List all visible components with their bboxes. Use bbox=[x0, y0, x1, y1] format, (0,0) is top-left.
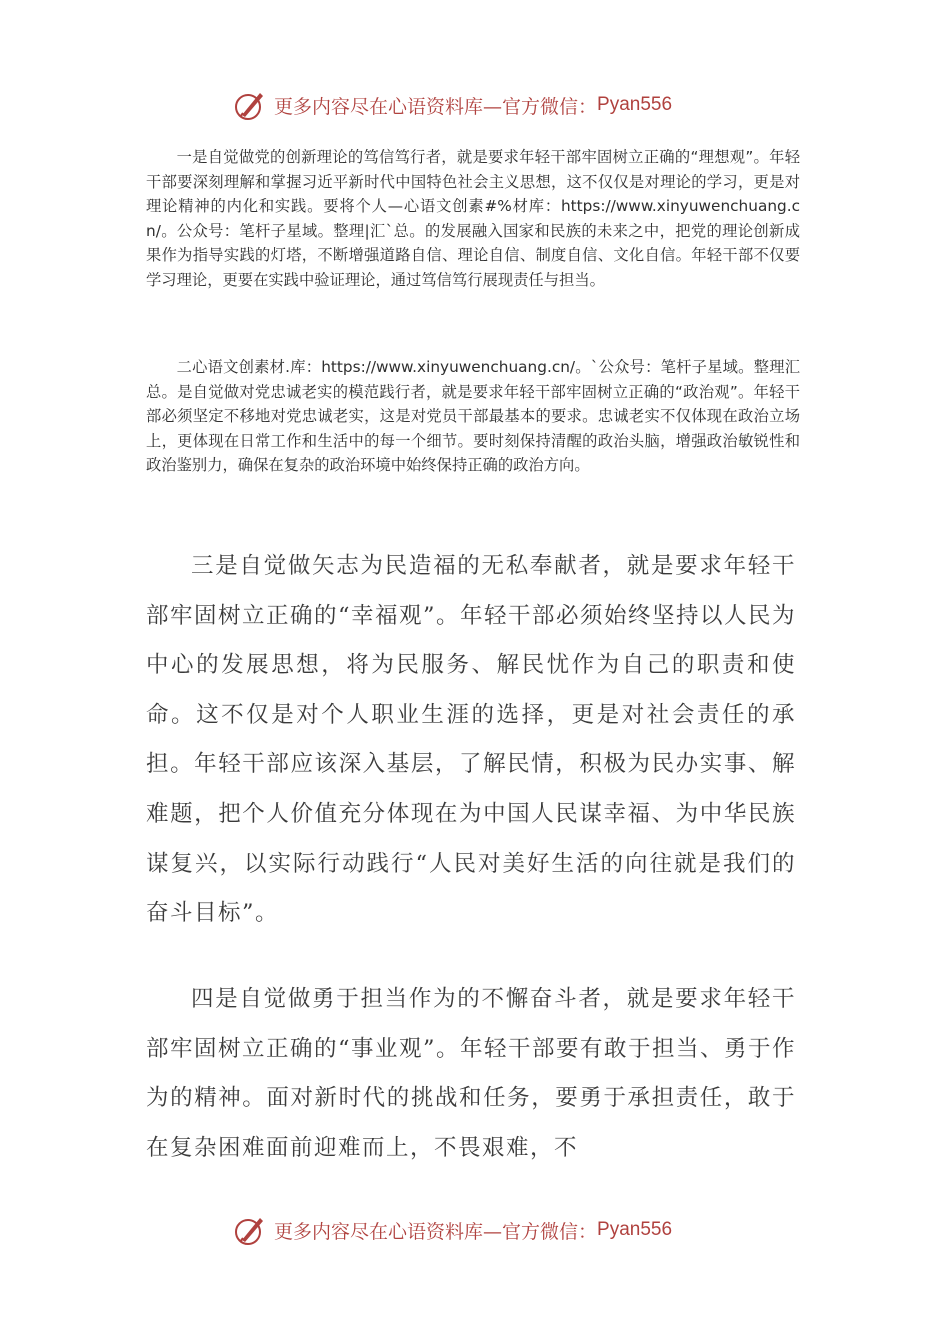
footer-banner bbox=[232, 1210, 672, 1250]
banner-text: 更多内容尽在心语资料库—官方微信： bbox=[274, 95, 598, 118]
wechat-id: Pyan556 bbox=[597, 94, 673, 115]
header-banner bbox=[232, 85, 672, 125]
quill-logo-icon bbox=[232, 87, 268, 123]
paragraph-1: 一是自觉做党的创新理论的笃信笃行者，就是要求年轻干部牢固树立正确的“理想观”。年轻干部要深刻理解和掌握习近平新时代中国特色社会主义思想，这不仅仅是对理论的学习，更是对理论精神的内化和实践。要将个人—心语文创素#%材库：https://www.xinyuwenchuang.cn/。公众号：笔杆子星域。整理|汇`总。的发展融入国家和民族的未来之中，把党的理论创新成果作为指导实践的灯塔，不断增强道路自信、理论自信、制度自信、文化自信。年轻干部不仅要学习理论，更要在实践中验证理论，通过笃信笃行展现责任与担当。 bbox=[146, 148, 800, 289]
paragraph-3: 三是自觉做矢志为民造福的无私奉献者，就是要求年轻干部牢固树立正确的“幸福观”。年轻干部必须始终坚持以人民为中心的发展思想，将为民服务、解民忧作为自己的职责和使命。这不仅是对个人职业生涯的选择，更是对社会责任的承担。年轻干部应该深入基层，了解民情，积极为民办实事、解难题，把个人价值充分体现在为中国人民谋幸福、为中华民族谋复兴，以实际行动践行“人民对美好生活的向往就是我们的奋斗目标”。 bbox=[146, 553, 797, 927]
paragraph-2: 二心语文创素材.库：https://www.xinyuwenchuang.cn/。`公众号：笔杆子星域。整理汇总。是自觉做对党忠诚老实的模范践行者，就是要求年轻干部牢固树立正确的“政治观”。年轻干部必须坚定不移地对党忠诚老实，这是对党员干部最基本的要求。忠诚老实不仅体现在政治立场上，更体现在日常工作和生活中的每一个细节。要时刻保持清醒的政治头脑，增强政治敏锐性和政治鉴别力，确保在复杂的政治环境中始终保持正确的政治方向。 bbox=[146, 358, 800, 474]
wechat-id: Pyan556 bbox=[597, 1219, 673, 1240]
banner-text: 更多内容尽在心语资料库—官方微信： bbox=[274, 1220, 598, 1243]
paragraph-4: 四是自觉做勇于担当作为的不懈奋斗者，就是要求年轻干部牢固树立正确的“事业观”。年轻干部要有敢于担当、勇于作为的精神。面对新时代的挑战和任务，要勇于承担责任，敢于在复杂困难面前迎难而上，不畏艰难，不 bbox=[146, 986, 797, 1161]
quill-logo-icon bbox=[232, 1212, 268, 1248]
